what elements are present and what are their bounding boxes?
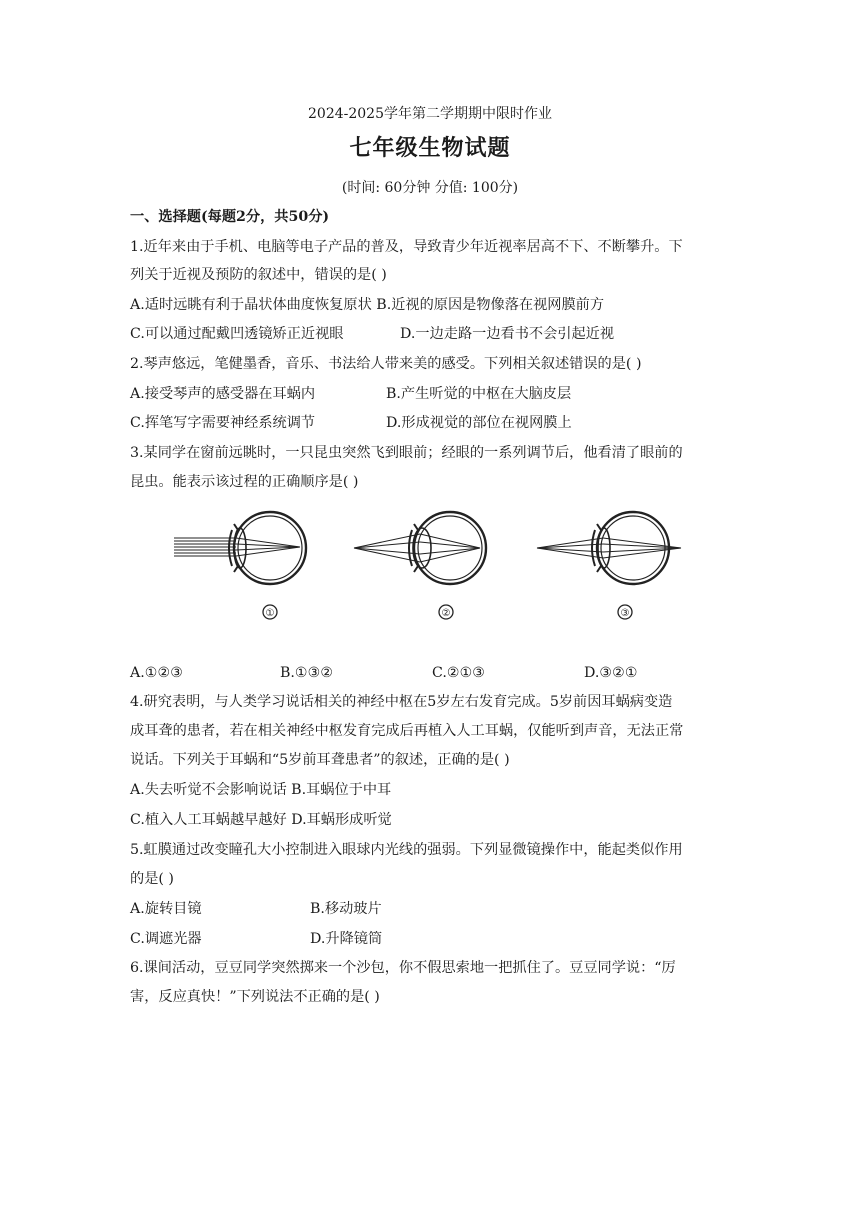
- section-heading: 一、选择题(每题2分，共50分): [130, 209, 330, 225]
- q3-stem-line1: 3.某同学在窗前远眺时，一只昆虫突然飞到眼前；经眼的一系列调节后，他看清了眼前的: [130, 445, 683, 461]
- q1-stem-line1: 1.近年来由于手机、电脑等电子产品的普及，导致青少年近视率居高不下、不断攀升。下: [130, 239, 683, 255]
- q5-option-c: C.调遮光器: [130, 931, 202, 947]
- q1-stem-line2: 列关于近视及预防的叙述中，错误的是( ): [130, 267, 387, 283]
- eye-label-1: ①: [265, 608, 275, 619]
- q3-option-a: A.①②③: [130, 665, 183, 681]
- q3-option-d: D.③②①: [584, 665, 638, 681]
- q5-option-a: A.旋转目镜: [130, 901, 202, 917]
- page-title: 七年级生物试题: [349, 135, 511, 161]
- eye-diagram-2: [350, 508, 500, 628]
- q1-option-c: C.可以通过配戴凹透镜矫正近视眼: [130, 326, 344, 342]
- q5-stem-line2: 的是( ): [130, 871, 174, 887]
- q4-stem-line3: 说话。下列关于耳蜗和“5岁前耳聋患者”的叙述，正确的是( ): [130, 752, 510, 768]
- exam-term: 2024-2025学年第二学期期中限时作业: [308, 106, 552, 122]
- q5-option-d: D.升降镜筒: [310, 931, 383, 947]
- q6-stem-line1: 6.课间活动，豆豆同学突然掷来一个沙包，你不假思索地一把抓住了。豆豆同学说：“厉: [130, 960, 676, 976]
- q4-stem-line1: 4.研究表明，与人类学习说话相关的神经中枢在5岁左右发育完成。5岁前因耳蜗病变造: [130, 694, 673, 710]
- q2-option-c: C.挥笔写字需要神经系统调节: [130, 415, 316, 431]
- q6-stem-line2: 害，反应真快！”下列说法不正确的是( ): [130, 989, 380, 1005]
- exam-meta: (时间: 60分钟 分值: 100分): [341, 180, 519, 196]
- q5-stem-line1: 5.虹膜通过改变瞳孔大小控制进入眼球内光线的强弱。下列显微镜操作中，能起类似作用: [130, 842, 683, 858]
- q2-option-a: A.接受琴声的感受器在耳蜗内: [130, 386, 316, 402]
- q3-option-b: B.①③②: [280, 665, 334, 681]
- q2-stem: 2.琴声悠远，笔健墨香，音乐、书法给人带来美的感受。下列相关叙述错误的是( ): [130, 356, 642, 372]
- q4-options-ab: A.失去听觉不会影响说话 B.耳蜗位于中耳: [130, 782, 392, 798]
- q2-option-d: D.形成视觉的部位在视网膜上: [386, 415, 572, 431]
- q3-option-c: C.②①③: [432, 665, 486, 681]
- q1-option-d: D.一边走路一边看书不会引起近视: [400, 326, 615, 342]
- eye-label-3: ③: [620, 608, 630, 619]
- eye-label-2: ②: [441, 608, 451, 619]
- q4-options-cd: C.植入人工耳蜗越早越好 D.耳蜗形成听觉: [130, 812, 392, 828]
- eye-diagram-1: [170, 508, 320, 628]
- q2-option-b: B.产生听觉的中枢在大脑皮层: [386, 386, 572, 402]
- q3-stem-line2: 昆虫。能表示该过程的正确顺序是( ): [130, 474, 359, 490]
- q1-options-ab: A.适时远眺有利于晶状体曲度恢复原状 B.近视的原因是物像落在视网膜前方: [130, 297, 605, 313]
- q4-stem-line2: 成耳聋的患者，若在相关神经中枢发育完成后再植入人工耳蜗，仅能听到声音，无法正常: [130, 723, 684, 739]
- q5-option-b: B.移动玻片: [310, 901, 382, 917]
- eye-diagram-3: [533, 508, 683, 628]
